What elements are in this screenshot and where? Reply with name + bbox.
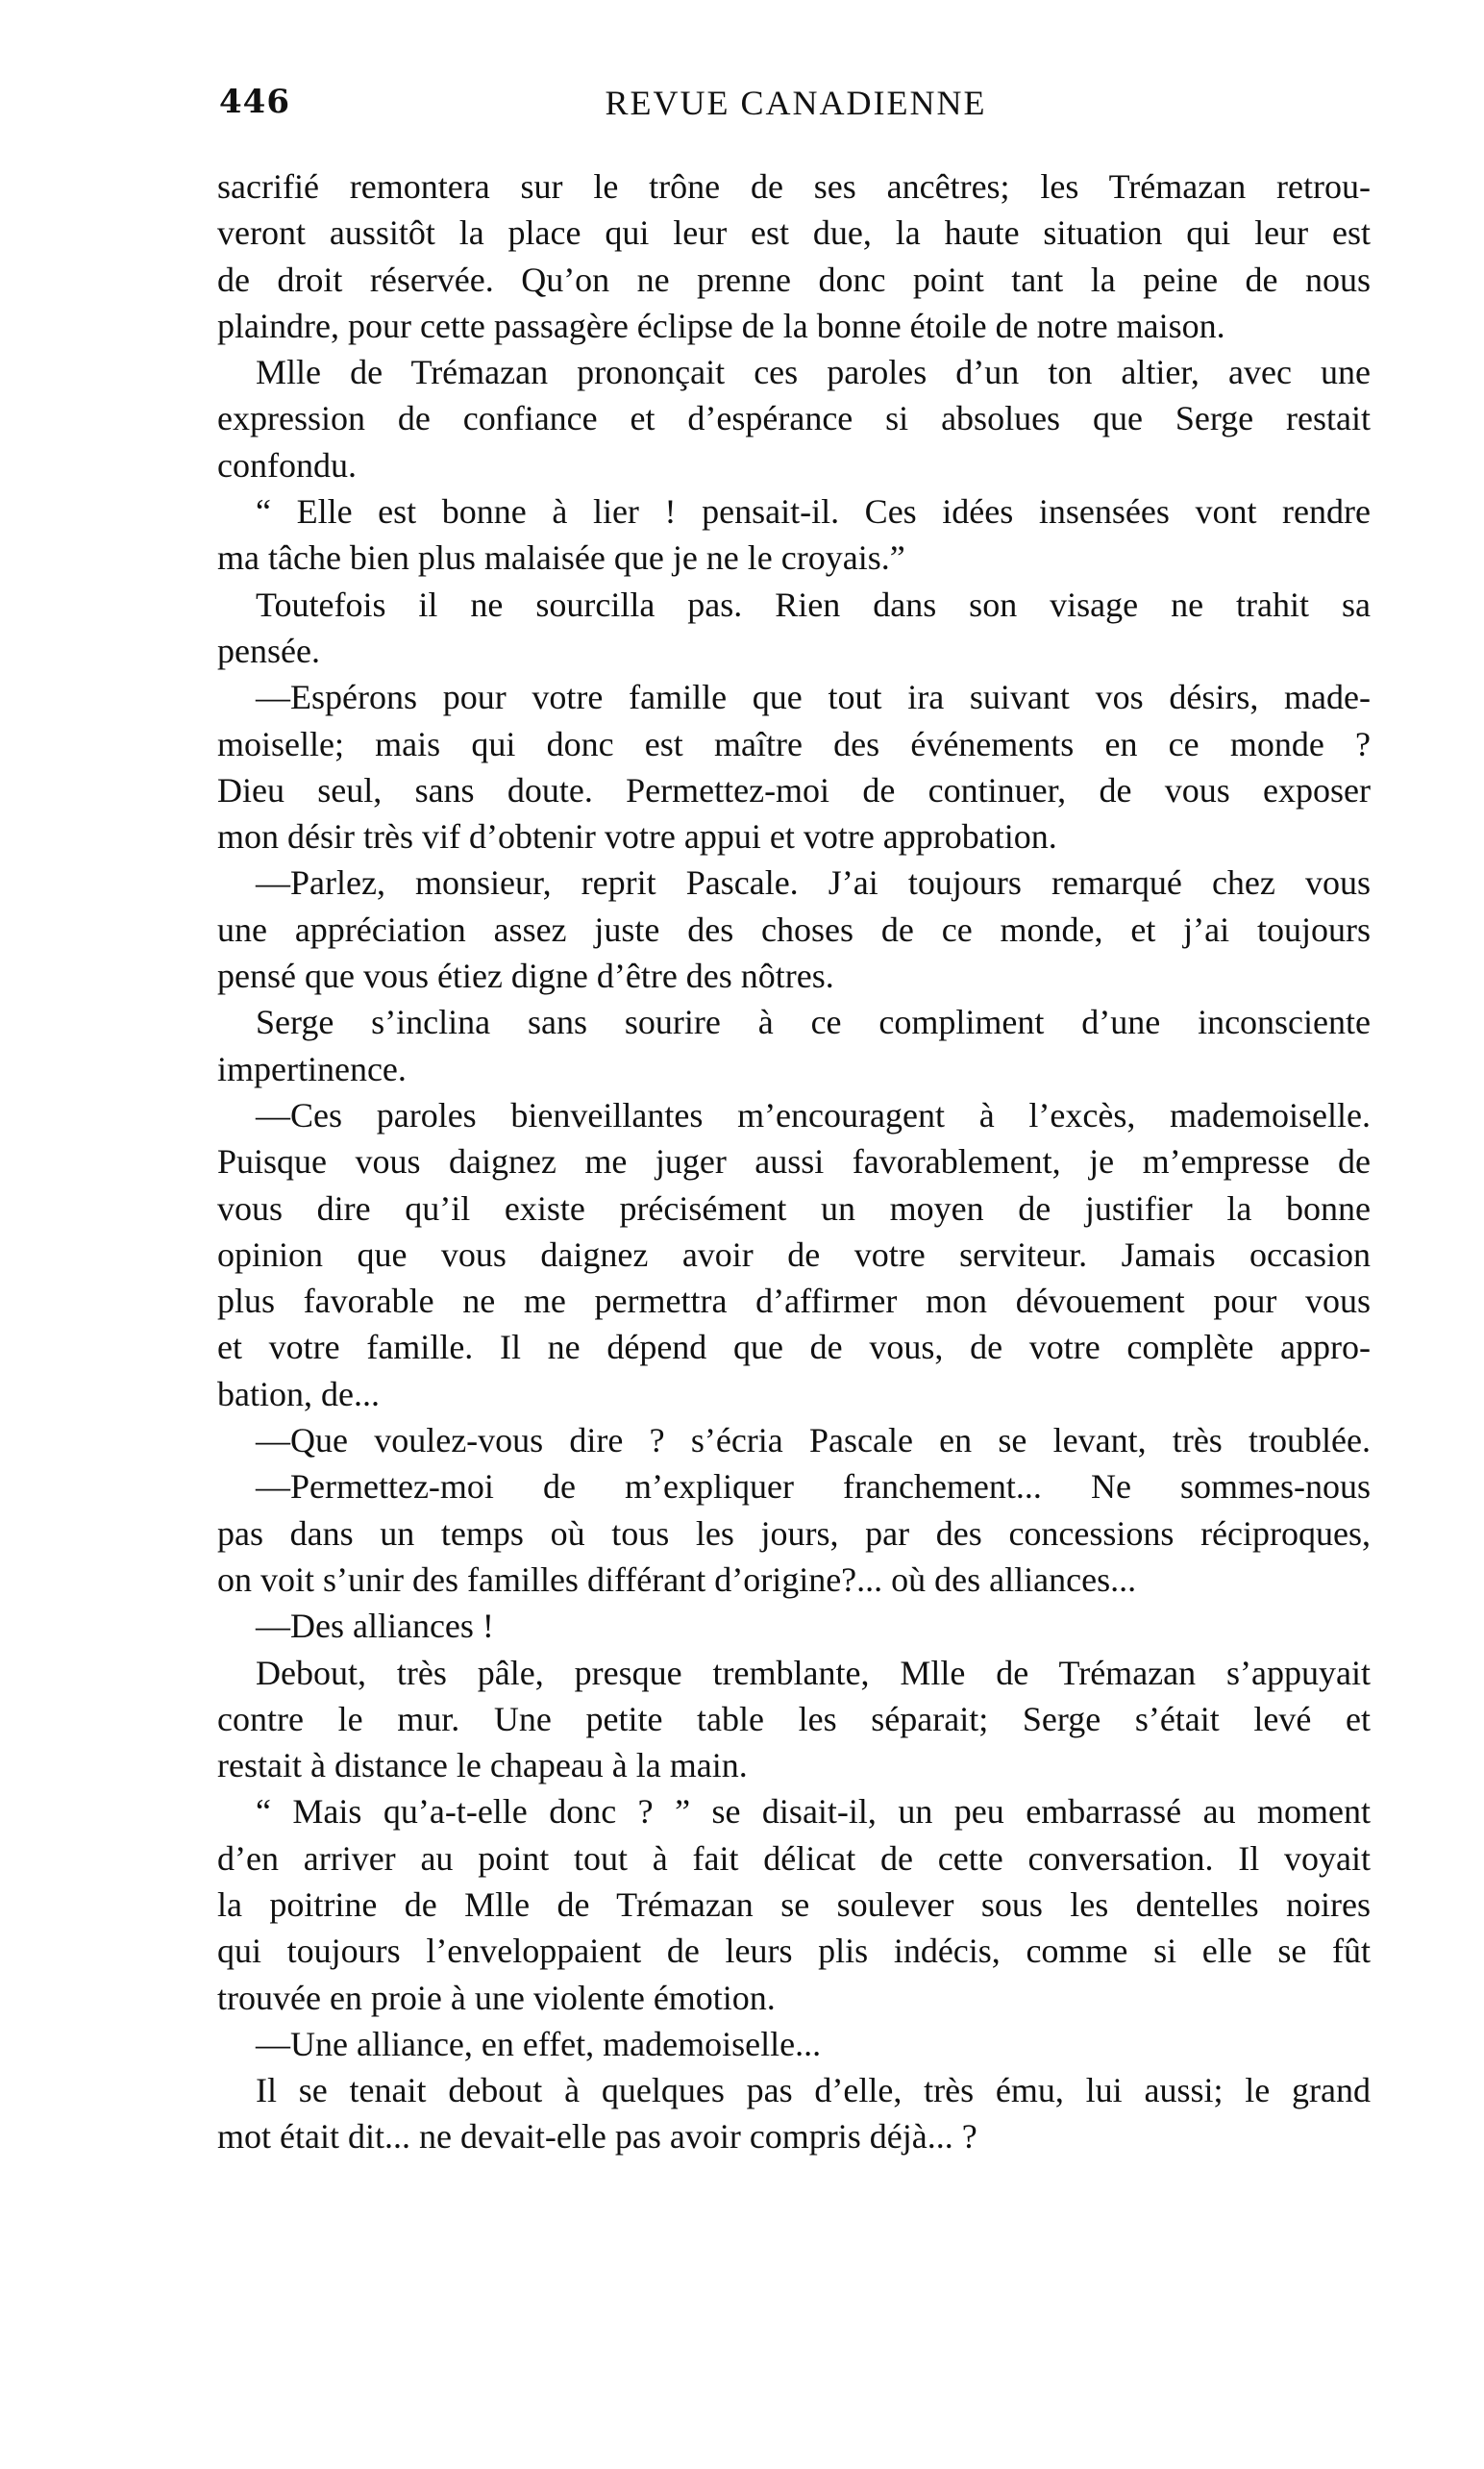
- text-line: —Ces paroles bienveillantes m’encouragent à l’excès, mademoiselle.: [256, 1095, 1371, 1135]
- running-title: REVUE CANADIENNE: [605, 84, 987, 122]
- text-line: —Des alliances !: [256, 1607, 494, 1646]
- text-line: la poitrine de Mlle de Trémazan se soulever sous les dentelles noires: [217, 1884, 1371, 1924]
- text-line: pensée.: [217, 631, 320, 670]
- text-line: vous dire qu’il existe précisément un moyen de justifier la bonne: [217, 1188, 1371, 1228]
- text-line: ma tâche bien plus malaisée que je ne le croyais.”: [217, 538, 905, 578]
- text-line: —Permettez-moi de m’expliquer franchement... Ne sommes-nous: [256, 1467, 1371, 1507]
- text-line: on voit s’unir des familles différant d’origine?... où des alliances...: [217, 1559, 1137, 1599]
- text-line: plus favorable ne me permettra d’affirmer mon dévouement pour vous: [217, 1282, 1371, 1321]
- text-line: trouvée en proie à une violente émotion.: [217, 1978, 776, 2017]
- text-line: une appréciation assez juste des choses de ce monde, et j’ai toujours: [217, 910, 1371, 949]
- text-line: qui toujours l’enveloppaient de leurs plis indécis, comme si elle se fût: [217, 1932, 1371, 1971]
- text-line: impertinence.: [217, 1049, 407, 1088]
- text-line: Serge s’inclina sans sourire à ce compliment d’une inconsciente: [256, 1003, 1371, 1042]
- text-line: —Espérons pour votre famille que tout ira suivant vos désirs, made-: [256, 678, 1371, 717]
- text-line: bation, de...: [217, 1374, 380, 1413]
- page-header: [219, 83, 1373, 140]
- text-line: confondu.: [217, 445, 357, 485]
- text-line: —Une alliance, en effet, mademoiselle...: [256, 2024, 822, 2063]
- text-line: Puisque vous daignez me juger aussi favorablement, je m’empresse de: [217, 1142, 1371, 1182]
- body-text: [217, 163, 1371, 2160]
- text-line: opinion que vous daignez avoir de votre serviteur. Jamais occasion: [217, 1234, 1371, 1274]
- text-line: contre le mur. Une petite table les séparait; Serge s’était levé et: [217, 1699, 1371, 1738]
- text-line: —Que voulez-vous dire ? s’écria Pascale en se levant, très troublée.: [256, 1421, 1371, 1460]
- text-line: pas dans un temps où tous les jours, par des concessions réciproques,: [217, 1513, 1371, 1553]
- text-line: veront aussitôt la place qui leur est due, la haute situation qui leur est: [217, 213, 1371, 253]
- text-line: Debout, très pâle, presque tremblante, Mlle de Trémazan s’appuyait: [256, 1653, 1371, 1692]
- text-line: “ Mais qu’a-t-elle donc ? ” se disait-il, un peu embarrassé au moment: [256, 1792, 1371, 1832]
- text-line: Mlle de Trémazan prononçait ces paroles d’un ton altier, avec une: [256, 353, 1371, 392]
- text-line: Toutefois il ne sourcilla pas. Rien dans son visage ne trahit sa: [256, 585, 1371, 624]
- text-line: plaindre, pour cette passagère éclipse de la bonne étoile de notre maison.: [217, 306, 1225, 345]
- text-line: sacrifié remontera sur le trône de ses ancêtres; les Trémazan retrou-: [217, 167, 1371, 206]
- text-line: mon désir très vif d’obtenir votre appui et votre approbation.: [217, 817, 1057, 857]
- text-line: —Parlez, monsieur, reprit Pascale. J’ai toujours remarqué chez vous: [256, 863, 1371, 903]
- page-number: 446: [219, 83, 290, 121]
- text-line: expression de confiance et d’espérance si absolues que Serge restait: [217, 399, 1371, 438]
- text-line: Il se tenait debout à quelques pas d’elle, très ému, lui aussi; le grand: [256, 2071, 1371, 2110]
- text-line: et votre famille. Il ne dépend que de vous, de votre complète appro-: [217, 1328, 1371, 1367]
- text-line: Dieu seul, sans doute. Permettez-moi de continuer, de vous exposer: [217, 770, 1371, 810]
- text-line: d’en arriver au point tout à fait délicat de cette conversation. Il voyait: [217, 1838, 1371, 1878]
- text-line: pensé que vous étiez digne d’être des nôtres.: [217, 957, 834, 996]
- text-line: mot était dit... ne devait-elle pas avoir compris déjà... ?: [217, 2117, 977, 2157]
- text-line: moiselle; mais qui donc est maître des événements en ce monde ?: [217, 724, 1371, 763]
- text-line: “ Elle est bonne à lier ! pensait-il. Ces idées insensées vont rendre: [256, 492, 1371, 532]
- text-line: de droit réservée. Qu’on ne prenne donc point tant la peine de nous: [217, 260, 1371, 299]
- text-line: restait à distance le chapeau à la main.: [217, 1746, 748, 1785]
